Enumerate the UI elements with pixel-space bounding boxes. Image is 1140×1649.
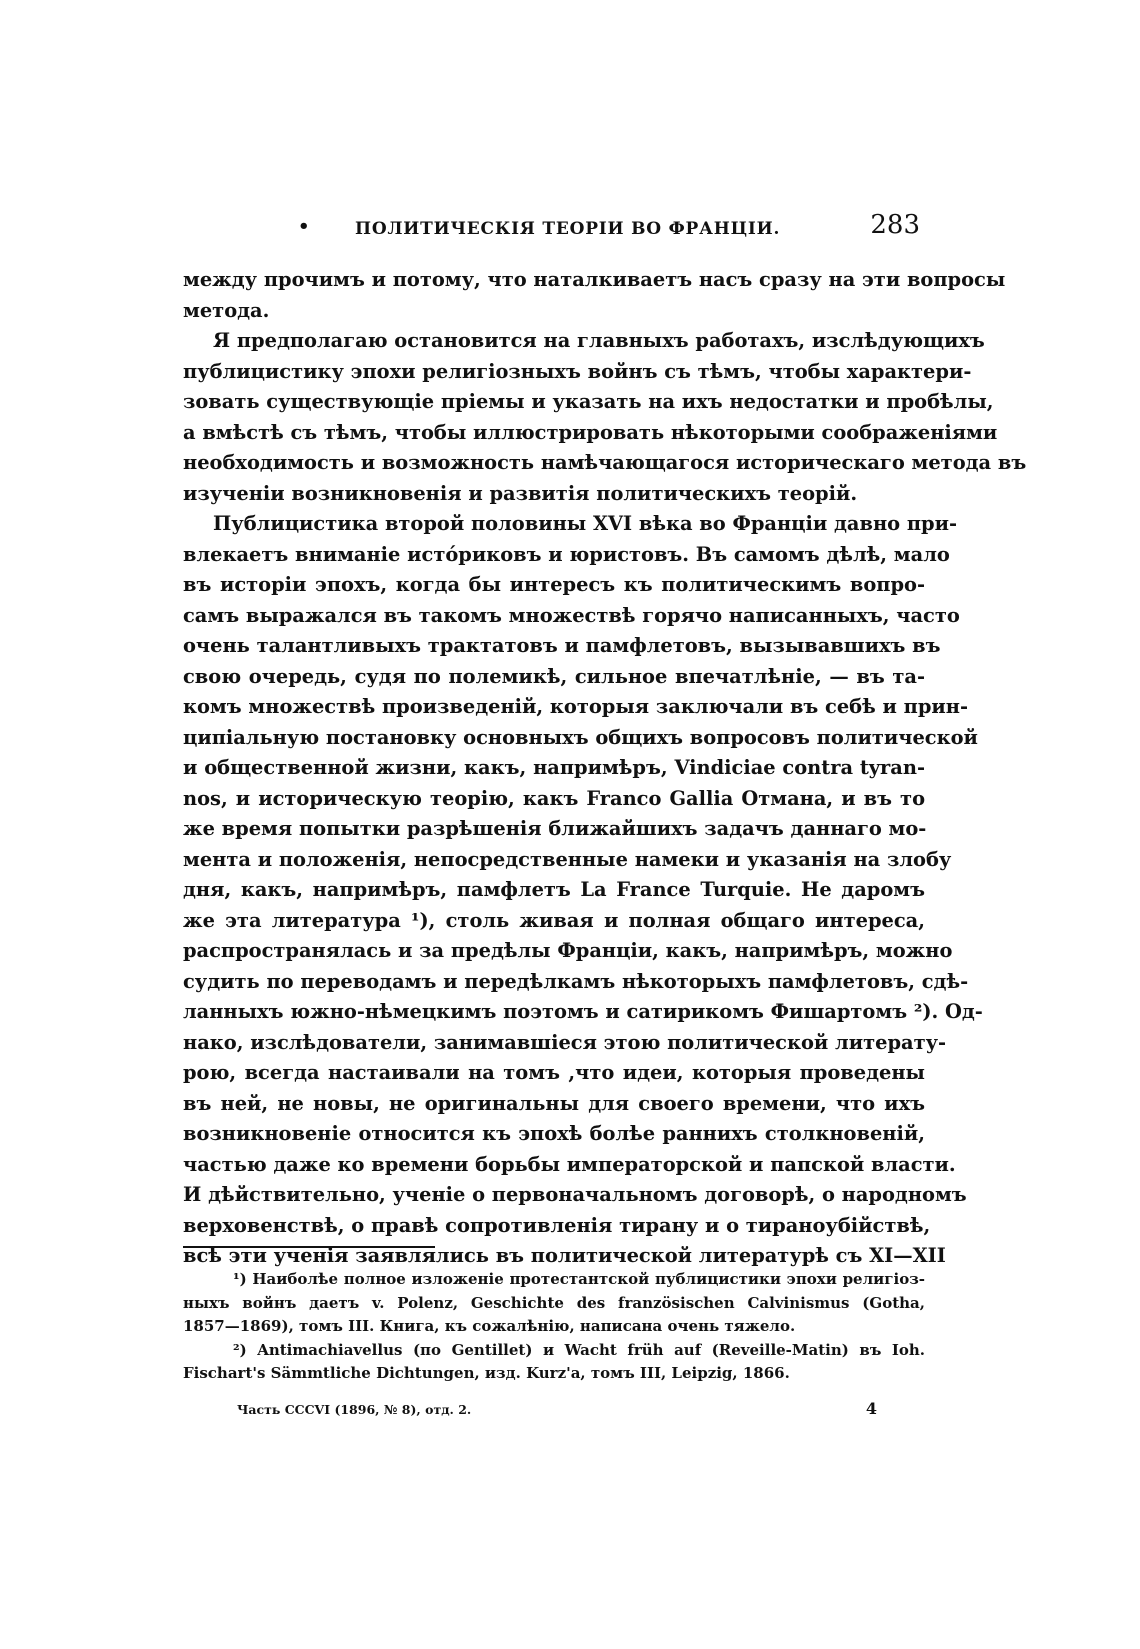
header-marker: • [298, 216, 310, 237]
text-line: метода. [183, 298, 270, 322]
text-line: очень талантливыхъ трактатовъ и памфлетовъ, вызывавшихъ въ [183, 634, 941, 657]
text-line: а вмѣстѣ съ тѣмъ, чтобы иллюстрировать нѣкоторыми соображеніями [183, 420, 998, 444]
text-line: возникновеніе относится къ эпохѣ болѣе раннихъ столкновеній, [183, 1122, 925, 1145]
footnote-line: ныхъ войнъ даетъ v. Polenz, Geschichte des französischen Calvinismus (Gotha, [183, 1293, 925, 1312]
text-line: ланныхъ южно-нѣмецкимъ поэтомъ и сатирикомъ Фишартомъ ²). Од- [183, 1000, 983, 1023]
text-line: зовать существующіе пріемы и указать на ихъ недостатки и пробѣлы, [183, 390, 994, 413]
footnote-line: ¹) Наиболѣе полное изложеніе протестантской публицистики эпохи религіоз- [233, 1270, 925, 1288]
text-line: распространялась и за предѣлы Франціи, какъ, напримѣръ, можно [183, 939, 953, 962]
text-line: свою очередь, судя по полемикѣ, сильное впечатлѣніе, — въ та- [183, 664, 925, 688]
text-line: же время попытки разрѣшенія ближайшихъ задачъ даннаго мо- [183, 817, 927, 840]
text-line: между прочимъ и потому, что наталкиваетъ насъ сразу на эти вопросы [183, 268, 1006, 291]
text-line: въ исторіи эпохъ, когда бы интересъ къ политическимъ вопро- [183, 573, 925, 596]
page-footer [237, 1399, 877, 1424]
text-line: мента и положенія, непосредственные намеки и указанія на злобу [183, 847, 952, 871]
footnotes [183, 1268, 925, 1386]
signature-mark: 4 [865, 1399, 877, 1418]
text-line: комъ множествѣ произведеній, которыя заключали въ себѣ и прин- [183, 695, 969, 718]
footnote-line: ²) Antimachiavellus (по Gentillet) и Wacht früh auf (Reveille-Matin) въ Ioh. [233, 1340, 925, 1359]
text-line: судить по переводамъ и передѣлкамъ нѣкоторыхъ памфлетовъ, сдѣ- [183, 969, 969, 993]
text-line: въ ней, не новы, не оригинальны для своего времени, что ихъ [183, 1091, 925, 1115]
text-line: ципіальную постановку основныхъ общихъ вопросовъ политической [183, 725, 978, 749]
text-line: же эта литература ¹), столь живая и полная общаго интереса, [183, 908, 925, 932]
footnote-line: Fischart's Sämmtliche Dichtungen, изд. Kurz'a, томъ III, Leipzig, 1866. [183, 1364, 790, 1382]
footnote-line: 1857—1869), томъ III. Книга, къ сожалѣнію, написана очень тяжело. [183, 1317, 796, 1335]
text-line: и общественной жизни, какъ, напримѣръ, Vindiciae contra tyran- [183, 756, 925, 779]
text-line: nos, и историческую теорію, какъ Franco Gallia Отмана, и въ то [183, 786, 925, 810]
text-line: всѣ эти ученія заявлялись въ политической литературѣ съ XI—XII [183, 1244, 946, 1267]
page-number: 283 [870, 210, 920, 240]
text-line: необходимость и возможность намѣчающагося историческаго метода въ [183, 451, 1027, 474]
running-title: ПОЛИТИЧЕСКІЯ ТЕОРІИ ВО ФРАНЦІИ. [355, 219, 781, 239]
main-text [183, 265, 1027, 1272]
paragraph-start-line: Публицистика второй половины XVI вѣка во Франціи давно при- [213, 512, 958, 535]
issue-reference: Часть CCCVI (1896, № 8), отд. 2. [237, 1402, 472, 1417]
footnote-divider [183, 1246, 435, 1248]
text-line: нако, изслѣдователи, занимавшіеся этою политической литерату- [183, 1030, 947, 1054]
paragraph-start-line: Я предполагаю остановится на главныхъ работахъ, изслѣдующихъ [213, 329, 985, 352]
text-line: влекаетъ вниманіе истóриковъ и юристовъ. Въ самомъ дѣлѣ, мало [183, 542, 950, 566]
running-header [180, 210, 920, 244]
text-line: публицистику эпохи религіозныхъ войнъ съ тѣмъ, чтобы характери- [183, 359, 972, 383]
text-line: изученіи возникновенія и развитія политическихъ теорій. [183, 481, 858, 505]
text-line: дня, какъ, напримѣръ, памфлетъ La France Turquie. Не даромъ [183, 878, 925, 901]
text-line: частью даже ко времени борьбы императорской и папской власти. [183, 1152, 956, 1176]
text-line: самъ выражался въ такомъ множествѣ горячо написанныхъ, часто [183, 603, 960, 627]
text-line: верховенствѣ, о правѣ сопротивленія тирану и о тираноубійствѣ, [183, 1213, 931, 1237]
text-line: рою, всегда настаивали на томъ ,что идеи, которыя проведены [183, 1061, 925, 1084]
text-line: И дѣйствительно, ученіе о первоначальномъ договорѣ, о народномъ [183, 1183, 967, 1206]
